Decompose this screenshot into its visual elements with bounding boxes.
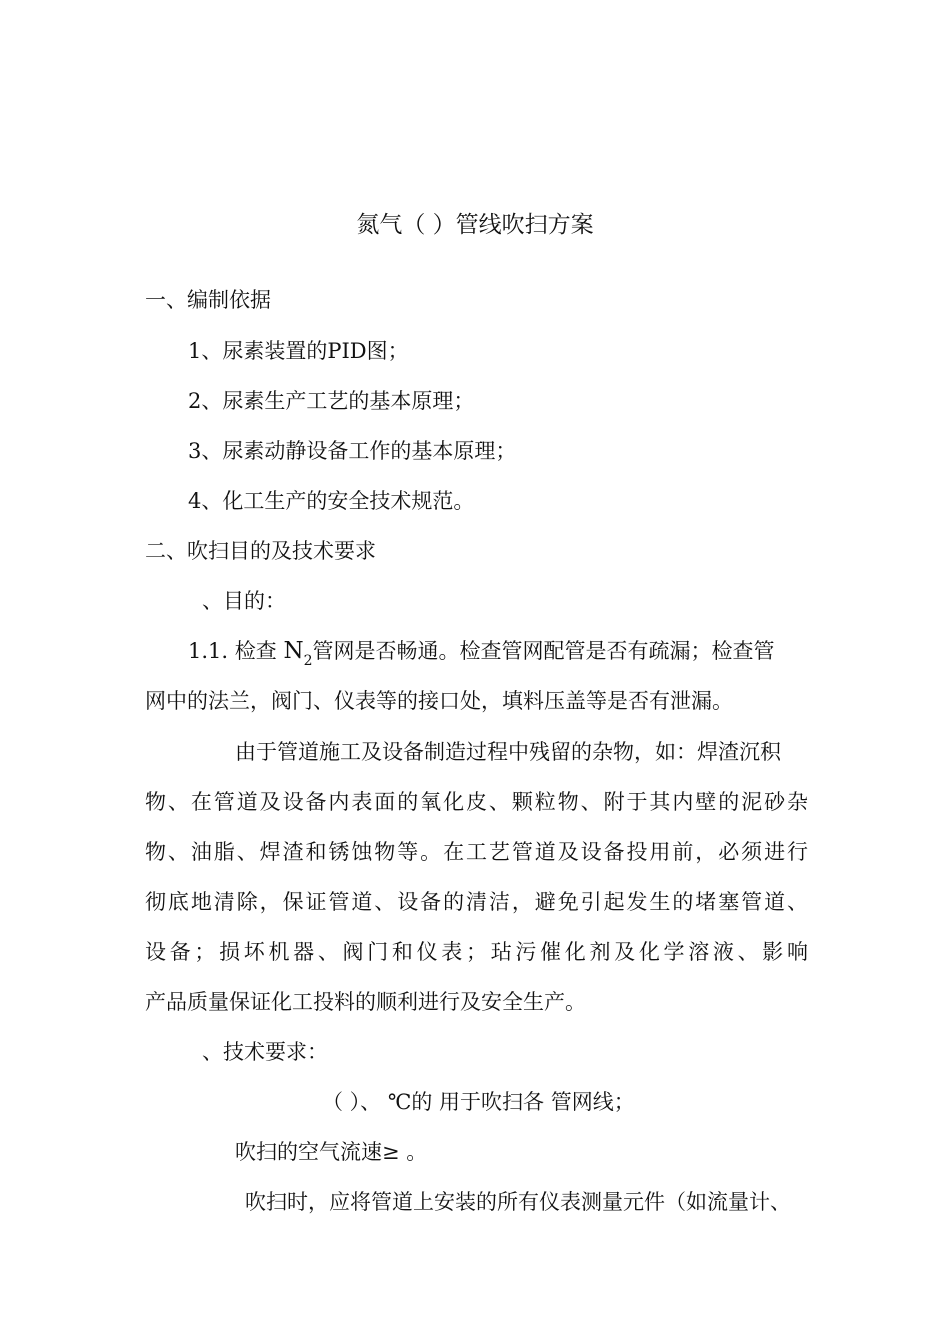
tech-requirement-3: 吹扫时，应将管道上安装的所有仪表测量元件（如流量计、 [245,1190,791,1214]
purpose-paragraph-line-2: 网中的法兰，阀门、仪表等的接口处，填料压盖等是否有泄漏。 [145,689,733,713]
section1-item-3: 3、尿素动静设备工作的基本原理； [188,439,517,463]
body-paragraph-line-4: 彻底地清除，保证管道、设备的清洁，避免引起发生的堵塞管道、 [145,890,808,914]
body-paragraph-line-5: 设备；损坏机器、阀门和仪表；玷污催化剂及化学溶液、影响 [145,940,808,964]
body-paragraph-line-2: 物、在管道及设备内表面的氧化皮、颗粒物、附于其内壁的泥砂杂 [145,790,808,814]
purpose-suffix: 管网是否畅通。检查管网配管是否有疏漏；检查管 [312,639,775,663]
tech-requirement-1: （ ）、 ℃的 用于吹扫各 管网线； [322,1090,635,1114]
purpose-paragraph-line-1 [188,636,774,676]
nitrogen-subscript: 2 [303,653,313,669]
body-paragraph-line-1: 由于管道施工及设备制造过程中残留的杂物，如：焊渣沉积 [235,740,781,764]
tech-requirement-2: 吹扫的空气流速≥ 。 [235,1140,428,1164]
section1-item-4: 4、化工生产的安全技术规范。 [188,489,475,513]
body-paragraph-line-6: 产品质量保证化工投料的顺利进行及安全生产。 [145,990,586,1014]
section1-item-1: 1、尿素装置的PID图； [188,339,409,363]
nitrogen-symbol: N [283,638,304,664]
purpose-prefix: 1.1. 检查 [188,639,284,663]
body-paragraph-line-3: 物、油脂、焊渣和锈蚀物等。在工艺管道及设备投用前，必须进行 [145,840,808,864]
section2-heading: 二、吹扫目的及技术要求 [145,539,376,563]
tech-requirements-label: 、技术要求： [202,1040,328,1064]
section1-item-2: 2、尿素生产工艺的基本原理； [188,389,475,413]
purpose-label: 、目的： [202,589,286,613]
document-title: 氮气（ ）管线吹扫方案 [356,212,594,238]
section1-heading: 一、编制依据 [145,288,271,312]
